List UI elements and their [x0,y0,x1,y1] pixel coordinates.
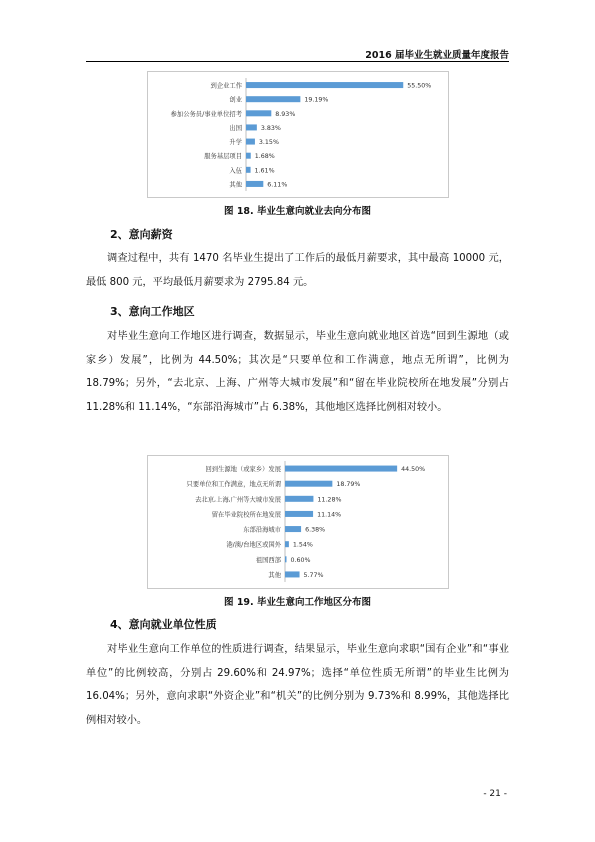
bar [285,511,313,517]
category-label: 服务基层项目 [204,153,242,161]
category-label: 创业 [229,96,242,104]
category-label: 到企业工作 [210,82,242,90]
report-title: 2016 届毕业生就业质量年度报告 [365,50,509,61]
category-label: 入伍 [229,167,242,175]
category-label: 回到生源地（或家乡）发展 [205,466,281,474]
value-label: 1.68% [254,153,275,161]
section-2-heading: 2、意向薪资 [110,228,173,241]
bar [285,556,287,562]
value-label: 18.79% [336,481,361,489]
page-number: - 21 - [483,789,507,799]
value-label: 6.38% [305,526,326,534]
value-label: 3.15% [258,139,279,147]
bar [246,153,251,159]
value-label: 5.77% [303,571,324,579]
value-label: 19.19% [304,96,329,104]
value-label: 0.60% [290,556,311,564]
bar [246,96,300,102]
category-label: 出国 [229,124,242,132]
category-label: 只要单位和工作满意，地点无所谓 [186,481,281,489]
bar [246,124,257,130]
value-label: 6.11% [267,181,288,189]
category-label: 去北京,上海,广州等大城市发展 [195,496,281,504]
value-label: 11.28% [317,496,342,504]
bar [285,481,332,487]
bar [285,496,313,502]
value-label: 55.50% [407,82,432,90]
section-3-heading: 3、意向工作地区 [110,305,195,318]
bar [285,571,300,577]
bar [285,466,397,472]
section-4-heading: 4、意向就业单位性质 [110,618,217,631]
bar [246,181,263,187]
value-label: 1.61% [254,167,275,175]
category-label: 港/澳/台地区或国外 [226,541,281,549]
category-label: 其他 [268,571,281,579]
value-label: 1.54% [292,541,313,549]
bar [246,110,271,116]
value-label: 44.50% [401,466,426,474]
value-label: 3.83% [260,124,281,132]
value-label: 8.93% [275,110,296,118]
value-label: 11.14% [317,511,342,519]
figure-18-svg [148,72,448,197]
bar [246,82,403,88]
section-2-paragraph: 调查过程中，共有 1470 名毕业生提出了工作后的最低月薪要求，其中最高 10000 元，最低 800 元，平均最低月薪要求为 2795.84 元。 [86,253,509,288]
figure-19-caption: 图 19. 毕业生意向工作地区分布图 [224,597,371,608]
category-label: 其他 [229,181,242,189]
category-label: 参加公务员/事业单位招考 [170,110,242,118]
bar [246,167,251,173]
bar [246,139,255,145]
header-rule [86,61,509,62]
category-label: 东部沿海城市 [243,526,281,534]
category-label: 留在毕业院校所在地发展 [211,511,281,519]
section-4-paragraph: 对毕业生意向工作单位的性质进行调查，结果显示，毕业生意向求职“国有企业”和“事业单位”的比例较高，分别占 29.60%和 24.97%；选择“单位性质无所谓”的毕业生比例为 16.04%；另外，意向求职“外资企业”和“机关”的比例分别为 9.73%和 8.99%，其他选择比例相对较小。 [86,644,509,726]
figure-19-svg [148,456,448,588]
figure-18-caption: 图 18. 毕业生意向就业去向分布图 [224,206,371,217]
bar [285,526,301,532]
category-label: 升学 [229,139,242,147]
section-3-paragraph: 对毕业生意向工作地区进行调查，数据显示，毕业生意向就业地区首选“回到生源地（或家乡）发展”，比例为 44.50%；其次是“只要单位和工作满意，地点无所谓”，比例为 18.79%；另外，“去北京、上海、广州等大城市发展”和“留在毕业院校所在地发展”分别占 11.28%和 11.14%，“东部沿海城市”占 6.38%，其他地区选择比例相对较小。 [86,331,509,413]
figure-18-chart [147,71,449,198]
category-label: 祖国西部 [255,556,281,564]
bar [285,541,289,547]
figure-19-chart [147,455,449,589]
